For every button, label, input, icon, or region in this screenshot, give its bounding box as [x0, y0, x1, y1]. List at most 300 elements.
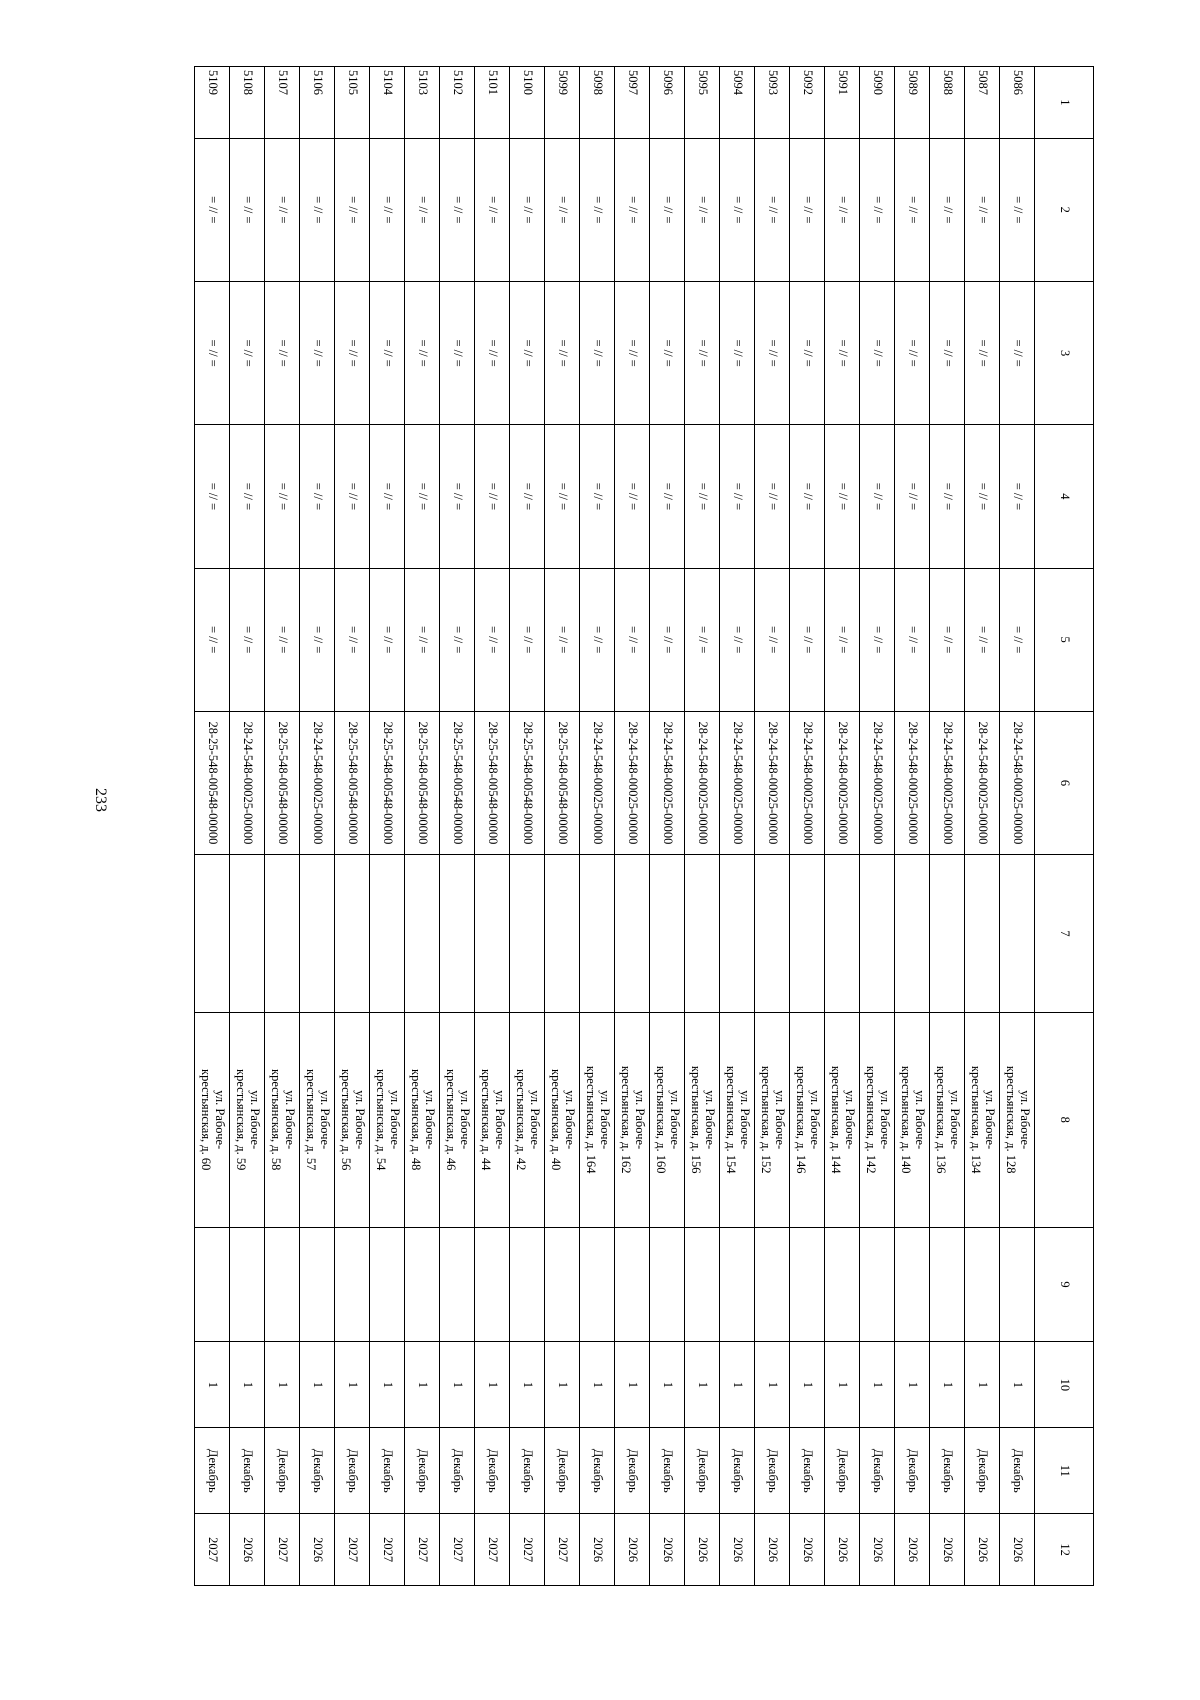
cell-col-11: Декабрь — [580, 1428, 615, 1514]
cell-col-11: Декабрь — [230, 1428, 265, 1514]
row-number-cell: 5106 — [300, 67, 335, 139]
cell-col-11: Декабрь — [790, 1428, 825, 1514]
cell-col-5: = // = — [790, 568, 825, 711]
register-table — [194, 66, 1094, 1586]
cell-col-10: 1 — [615, 1342, 650, 1428]
cell-col-11: Декабрь — [755, 1428, 790, 1514]
cell-col-6: 28-24-548-00025-00000 — [825, 711, 860, 854]
cell-col-2: = // = — [195, 138, 230, 281]
cell-col-10: 1 — [230, 1342, 265, 1428]
cell-col-9 — [720, 1227, 755, 1342]
address-street: ул. Рабоче- — [947, 1090, 962, 1150]
cell-col-3: = // = — [965, 281, 1000, 424]
address-street: ул. Рабоче- — [737, 1090, 752, 1150]
cell-col-5: = // = — [930, 568, 965, 711]
address-cell — [650, 1012, 685, 1227]
cell-col-12: 2026 — [860, 1514, 895, 1586]
address-street: ул. Рабоче- — [807, 1090, 822, 1150]
cell-col-11: Декабрь — [685, 1428, 720, 1514]
cell-col-12: 2026 — [685, 1514, 720, 1586]
cell-col-3: = // = — [335, 281, 370, 424]
cell-col-7 — [615, 855, 650, 1013]
cell-col-5: = // = — [475, 568, 510, 711]
cell-col-4: = // = — [545, 425, 580, 568]
cell-col-12: 2026 — [615, 1514, 650, 1586]
table-row — [720, 67, 755, 1586]
table-row — [965, 67, 1000, 1586]
cell-col-5: = // = — [580, 568, 615, 711]
table-row — [650, 67, 685, 1586]
cell-col-10: 1 — [440, 1342, 475, 1428]
address-street: ул. Рабоче- — [527, 1090, 542, 1150]
cell-col-4: = // = — [335, 425, 370, 568]
address-street: ул. Рабоче- — [212, 1090, 227, 1150]
cell-col-6: 28-24-548-00025-00000 — [930, 711, 965, 854]
cell-col-3: = // = — [650, 281, 685, 424]
cell-col-2: = // = — [475, 138, 510, 281]
cell-col-6: 28-24-548-00025-00000 — [965, 711, 1000, 854]
table-row — [265, 67, 300, 1586]
address-street: ул. Рабоче- — [702, 1090, 717, 1150]
cell-col-7 — [965, 855, 1000, 1013]
cell-col-9 — [510, 1227, 545, 1342]
address-house: крестьянская, д. 46 — [444, 1069, 458, 1171]
address-house: крестьянская, д. 54 — [374, 1069, 388, 1171]
cell-col-2: = // = — [265, 138, 300, 281]
cell-col-2: = // = — [1000, 138, 1035, 281]
cell-col-12: 2027 — [405, 1514, 440, 1586]
table-row — [195, 67, 230, 1586]
address-street: ул. Рабоче- — [667, 1090, 682, 1150]
table-row — [300, 67, 335, 1586]
cell-col-12: 2026 — [300, 1514, 335, 1586]
cell-col-4: = // = — [965, 425, 1000, 568]
address-house: крестьянская, д. 44 — [479, 1069, 493, 1171]
cell-col-4: = // = — [615, 425, 650, 568]
cell-col-3: = // = — [545, 281, 580, 424]
cell-col-10: 1 — [895, 1342, 930, 1428]
cell-col-12: 2026 — [965, 1514, 1000, 1586]
cell-col-10: 1 — [510, 1342, 545, 1428]
cell-col-12: 2026 — [230, 1514, 265, 1586]
cell-col-12: 2027 — [195, 1514, 230, 1586]
cell-col-9 — [195, 1227, 230, 1342]
cell-col-4: = // = — [195, 425, 230, 568]
cell-col-12: 2026 — [930, 1514, 965, 1586]
cell-col-6: 28-25-548-00548-00000 — [335, 711, 370, 854]
table-row — [475, 67, 510, 1586]
cell-col-9 — [965, 1227, 1000, 1342]
table-row — [895, 67, 930, 1586]
address-street: ул. Рабоче- — [282, 1090, 297, 1150]
cell-col-5: = // = — [545, 568, 580, 711]
address-house: крестьянская, д. 146 — [794, 1065, 808, 1174]
address-street: ул. Рабоче- — [422, 1090, 437, 1150]
row-number-cell: 5107 — [265, 67, 300, 139]
cell-col-11: Декабрь — [300, 1428, 335, 1514]
cell-col-12: 2026 — [650, 1514, 685, 1586]
address-cell — [335, 1012, 370, 1227]
address-street: ул. Рабоче- — [982, 1090, 997, 1150]
cell-col-3: = // = — [825, 281, 860, 424]
page-number: 233 — [92, 788, 109, 812]
row-number-cell: 5097 — [615, 67, 650, 139]
cell-col-3: = // = — [895, 281, 930, 424]
cell-col-3: = // = — [195, 281, 230, 424]
cell-col-5: = // = — [370, 568, 405, 711]
cell-col-10: 1 — [825, 1342, 860, 1428]
cell-col-5: = // = — [825, 568, 860, 711]
cell-col-6: 28-24-548-00025-00000 — [650, 711, 685, 854]
cell-col-2: = // = — [230, 138, 265, 281]
cell-col-7 — [510, 855, 545, 1013]
row-number-cell: 5095 — [685, 67, 720, 139]
cell-col-3: = // = — [580, 281, 615, 424]
cell-col-6: 28-24-548-00025-00000 — [720, 711, 755, 854]
table-row — [860, 67, 895, 1586]
cell-col-4: = // = — [790, 425, 825, 568]
address-cell — [790, 1012, 825, 1227]
cell-col-3: = // = — [265, 281, 300, 424]
cell-col-7 — [685, 855, 720, 1013]
table-row — [440, 67, 475, 1586]
cell-col-10: 1 — [580, 1342, 615, 1428]
address-cell — [755, 1012, 790, 1227]
cell-col-12: 2026 — [1000, 1514, 1035, 1586]
cell-col-3: = // = — [370, 281, 405, 424]
cell-col-9 — [265, 1227, 300, 1342]
address-house: крестьянская, д. 58 — [269, 1069, 283, 1171]
address-cell — [545, 1012, 580, 1227]
cell-col-6: 28-24-548-00025-00000 — [685, 711, 720, 854]
address-house: крестьянская, д. 40 — [549, 1069, 563, 1171]
table-row — [370, 67, 405, 1586]
row-number-cell: 5105 — [335, 67, 370, 139]
row-number-cell: 5091 — [825, 67, 860, 139]
row-number-cell: 5092 — [790, 67, 825, 139]
cell-col-11: Декабрь — [930, 1428, 965, 1514]
cell-col-12: 2027 — [265, 1514, 300, 1586]
cell-col-6: 28-24-548-00025-00000 — [790, 711, 825, 854]
cell-col-3: = // = — [685, 281, 720, 424]
cell-col-5: = // = — [300, 568, 335, 711]
address-street: ул. Рабоче- — [492, 1090, 507, 1150]
cell-col-12: 2027 — [370, 1514, 405, 1586]
cell-col-9 — [1000, 1227, 1035, 1342]
cell-col-10: 1 — [965, 1342, 1000, 1428]
cell-col-9 — [580, 1227, 615, 1342]
cell-col-12: 2027 — [335, 1514, 370, 1586]
cell-col-6: 28-25-548-00548-00000 — [545, 711, 580, 854]
address-house: крестьянская, д. 164 — [584, 1065, 598, 1174]
cell-col-7 — [475, 855, 510, 1013]
cell-col-12: 2026 — [755, 1514, 790, 1586]
cell-col-12: 2026 — [580, 1514, 615, 1586]
row-number-cell: 5089 — [895, 67, 930, 139]
cell-col-10: 1 — [650, 1342, 685, 1428]
cell-col-11: Декабрь — [965, 1428, 1000, 1514]
cell-col-4: = // = — [930, 425, 965, 568]
cell-col-5: = // = — [650, 568, 685, 711]
cell-col-7 — [650, 855, 685, 1013]
cell-col-9 — [755, 1227, 790, 1342]
address-cell — [1000, 1012, 1035, 1227]
cell-col-11: Декабрь — [510, 1428, 545, 1514]
cell-col-5: = // = — [265, 568, 300, 711]
cell-col-6: 28-25-548-00548-00000 — [265, 711, 300, 854]
cell-col-11: Декабрь — [825, 1428, 860, 1514]
cell-col-11: Декабрь — [860, 1428, 895, 1514]
cell-col-2: = // = — [335, 138, 370, 281]
address-street: ул. Рабоче- — [597, 1090, 612, 1150]
header-row — [1035, 67, 1094, 1586]
address-cell — [440, 1012, 475, 1227]
cell-col-3: = // = — [930, 281, 965, 424]
cell-col-6: 28-24-548-00025-00000 — [615, 711, 650, 854]
column-header-2: 2 — [1035, 138, 1094, 281]
cell-col-6: 28-24-548-00025-00000 — [1000, 711, 1035, 854]
cell-col-5: = // = — [895, 568, 930, 711]
cell-col-5: = // = — [335, 568, 370, 711]
cell-col-2: = // = — [405, 138, 440, 281]
cell-col-5: = // = — [965, 568, 1000, 711]
cell-col-6: 28-24-548-00025-00000 — [230, 711, 265, 854]
cell-col-9 — [930, 1227, 965, 1342]
cell-col-4: = // = — [720, 425, 755, 568]
cell-col-12: 2027 — [545, 1514, 580, 1586]
cell-col-7 — [300, 855, 335, 1013]
cell-col-11: Декабрь — [265, 1428, 300, 1514]
cell-col-7 — [580, 855, 615, 1013]
column-header-11: 11 — [1035, 1428, 1094, 1514]
cell-col-6: 28-25-548-00548-00000 — [195, 711, 230, 854]
cell-col-4: = // = — [825, 425, 860, 568]
cell-col-11: Декабрь — [440, 1428, 475, 1514]
cell-col-11: Декабрь — [405, 1428, 440, 1514]
cell-col-7 — [230, 855, 265, 1013]
cell-col-11: Декабрь — [650, 1428, 685, 1514]
column-header-5: 5 — [1035, 568, 1094, 711]
address-street: ул. Рабоче- — [877, 1090, 892, 1150]
column-header-7: 7 — [1035, 855, 1094, 1013]
address-cell — [615, 1012, 650, 1227]
table-row — [685, 67, 720, 1586]
row-number-cell: 5098 — [580, 67, 615, 139]
cell-col-10: 1 — [475, 1342, 510, 1428]
cell-col-7 — [370, 855, 405, 1013]
table-row — [790, 67, 825, 1586]
address-cell — [860, 1012, 895, 1227]
address-cell — [965, 1012, 1000, 1227]
cell-col-7 — [755, 855, 790, 1013]
cell-col-10: 1 — [545, 1342, 580, 1428]
cell-col-7 — [335, 855, 370, 1013]
table-row — [510, 67, 545, 1586]
cell-col-10: 1 — [300, 1342, 335, 1428]
address-street: ул. Рабоче- — [317, 1090, 332, 1150]
cell-col-2: = // = — [895, 138, 930, 281]
cell-col-2: = // = — [370, 138, 405, 281]
cell-col-7 — [860, 855, 895, 1013]
address-street: ул. Рабоче- — [247, 1090, 262, 1150]
row-number-cell: 5109 — [195, 67, 230, 139]
cell-col-9 — [615, 1227, 650, 1342]
cell-col-6: 28-24-548-00025-00000 — [860, 711, 895, 854]
address-house: крестьянская, д. 59 — [234, 1069, 248, 1171]
cell-col-6: 28-25-548-00548-00000 — [475, 711, 510, 854]
cell-col-11: Декабрь — [1000, 1428, 1035, 1514]
column-header-12: 12 — [1035, 1514, 1094, 1586]
address-house: крестьянская, д. 144 — [829, 1065, 843, 1174]
cell-col-2: = // = — [790, 138, 825, 281]
address-house: крестьянская, д. 156 — [689, 1065, 703, 1174]
cell-col-3: = // = — [1000, 281, 1035, 424]
cell-col-2: = // = — [440, 138, 475, 281]
address-street: ул. Рабоче- — [842, 1090, 857, 1150]
table-row — [825, 67, 860, 1586]
cell-col-7 — [1000, 855, 1035, 1013]
cell-col-5: = // = — [685, 568, 720, 711]
cell-col-2: = // = — [510, 138, 545, 281]
cell-col-5: = // = — [440, 568, 475, 711]
table-row — [580, 67, 615, 1586]
cell-col-10: 1 — [685, 1342, 720, 1428]
address-cell — [930, 1012, 965, 1227]
cell-col-3: = // = — [440, 281, 475, 424]
address-street: ул. Рабоче- — [912, 1090, 927, 1150]
cell-col-7 — [790, 855, 825, 1013]
cell-col-12: 2026 — [825, 1514, 860, 1586]
cell-col-4: = // = — [510, 425, 545, 568]
address-house: крестьянская, д. 60 — [199, 1069, 213, 1171]
row-number-cell: 5088 — [930, 67, 965, 139]
cell-col-2: = // = — [860, 138, 895, 281]
cell-col-2: = // = — [545, 138, 580, 281]
row-number-cell: 5103 — [405, 67, 440, 139]
cell-col-4: = // = — [230, 425, 265, 568]
cell-col-4: = // = — [895, 425, 930, 568]
cell-col-6: 28-25-548-00548-00000 — [370, 711, 405, 854]
table-row — [930, 67, 965, 1586]
cell-col-2: = // = — [615, 138, 650, 281]
cell-col-12: 2027 — [510, 1514, 545, 1586]
cell-col-10: 1 — [930, 1342, 965, 1428]
cell-col-10: 1 — [265, 1342, 300, 1428]
address-house: крестьянская, д. 160 — [654, 1065, 668, 1174]
column-header-9: 9 — [1035, 1227, 1094, 1342]
cell-col-2: = // = — [755, 138, 790, 281]
cell-col-9 — [440, 1227, 475, 1342]
cell-col-4: = // = — [440, 425, 475, 568]
address-cell — [300, 1012, 335, 1227]
cell-col-4: = // = — [405, 425, 440, 568]
cell-col-5: = // = — [720, 568, 755, 711]
address-street: ул. Рабоче- — [1017, 1090, 1032, 1150]
cell-col-7 — [720, 855, 755, 1013]
address-cell — [265, 1012, 300, 1227]
row-number-cell: 5093 — [755, 67, 790, 139]
table-row — [615, 67, 650, 1586]
row-number-cell: 5096 — [650, 67, 685, 139]
table-row — [755, 67, 790, 1586]
address-cell — [370, 1012, 405, 1227]
cell-col-7 — [930, 855, 965, 1013]
cell-col-11: Декабрь — [615, 1428, 650, 1514]
cell-col-9 — [895, 1227, 930, 1342]
address-house: крестьянская, д. 136 — [934, 1065, 948, 1174]
cell-col-3: = // = — [405, 281, 440, 424]
address-street: ул. Рабоче- — [772, 1090, 787, 1150]
cell-col-5: = // = — [1000, 568, 1035, 711]
cell-col-11: Декабрь — [720, 1428, 755, 1514]
cell-col-4: = // = — [1000, 425, 1035, 568]
cell-col-10: 1 — [755, 1342, 790, 1428]
column-header-1: 1 — [1035, 67, 1094, 139]
address-cell — [195, 1012, 230, 1227]
cell-col-9 — [335, 1227, 370, 1342]
address-cell — [475, 1012, 510, 1227]
cell-col-6: 28-24-548-00025-00000 — [895, 711, 930, 854]
cell-col-10: 1 — [860, 1342, 895, 1428]
cell-col-11: Декабрь — [195, 1428, 230, 1514]
row-number-cell: 5102 — [440, 67, 475, 139]
address-house: крестьянская, д. 128 — [1004, 1065, 1018, 1174]
cell-col-6: 28-24-548-00025-00000 — [300, 711, 335, 854]
row-number-cell: 5108 — [230, 67, 265, 139]
cell-col-9 — [545, 1227, 580, 1342]
cell-col-10: 1 — [370, 1342, 405, 1428]
cell-col-11: Декабрь — [370, 1428, 405, 1514]
row-number-cell: 5099 — [545, 67, 580, 139]
cell-col-4: = // = — [580, 425, 615, 568]
cell-col-4: = // = — [370, 425, 405, 568]
column-header-10: 10 — [1035, 1342, 1094, 1428]
address-house: крестьянская, д. 142 — [864, 1065, 878, 1174]
address-cell — [720, 1012, 755, 1227]
cell-col-12: 2027 — [440, 1514, 475, 1586]
cell-col-10: 1 — [195, 1342, 230, 1428]
address-cell — [230, 1012, 265, 1227]
address-cell — [895, 1012, 930, 1227]
cell-col-2: = // = — [300, 138, 335, 281]
row-number-cell: 5087 — [965, 67, 1000, 139]
cell-col-9 — [475, 1227, 510, 1342]
address-cell — [825, 1012, 860, 1227]
cell-col-4: = // = — [300, 425, 335, 568]
cell-col-3: = // = — [615, 281, 650, 424]
cell-col-3: = // = — [755, 281, 790, 424]
table-row — [545, 67, 580, 1586]
cell-col-4: = // = — [650, 425, 685, 568]
address-house: крестьянская, д. 57 — [304, 1069, 318, 1171]
cell-col-4: = // = — [475, 425, 510, 568]
cell-col-11: Декабрь — [475, 1428, 510, 1514]
cell-col-6: 28-24-548-00025-00000 — [580, 711, 615, 854]
cell-col-2: = // = — [825, 138, 860, 281]
address-street: ул. Рабоче- — [457, 1090, 472, 1150]
address-cell — [580, 1012, 615, 1227]
cell-col-3: = // = — [475, 281, 510, 424]
cell-col-3: = // = — [720, 281, 755, 424]
address-house: крестьянская, д. 42 — [514, 1069, 528, 1171]
row-number-cell: 5090 — [860, 67, 895, 139]
cell-col-5: = // = — [615, 568, 650, 711]
cell-col-9 — [825, 1227, 860, 1342]
cell-col-5: = // = — [405, 568, 440, 711]
cell-col-10: 1 — [1000, 1342, 1035, 1428]
address-house: крестьянская, д. 134 — [969, 1065, 983, 1174]
cell-col-10: 1 — [720, 1342, 755, 1428]
